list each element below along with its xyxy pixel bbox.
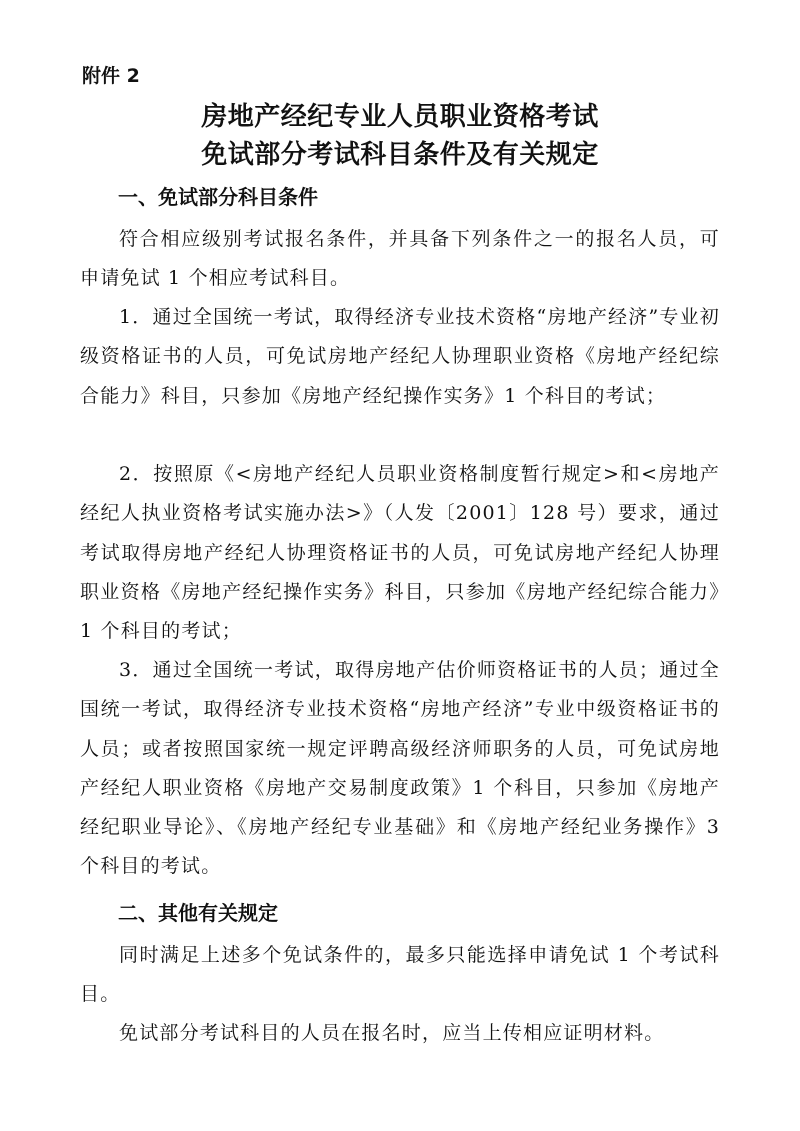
condition-item-1: 1．通过全国统一考试，取得经济专业技术资格“房地产经济”专业初级资格证书的人员，可免试房地产经纪人协理职业资格《房地产经纪综合能力》科目，只参加《房地产经纪操作实务》1 个科目的考试； — [80, 306, 720, 407]
document-title-line1: 房地产经纪专业人员职业资格考试 — [201, 102, 599, 132]
rule-paragraph-2: 免试部分考试科目的人员在报名时，应当上传相应证明材料。 — [119, 1022, 665, 1044]
section1-intro: 符合相应级别考试报名条件，并具备下列条件之一的报名人员，可申请免试 1 个相应考试科目。 — [80, 228, 720, 290]
document-title-line2: 免试部分考试科目条件及有关规定 — [201, 140, 599, 170]
rule-paragraph-1: 同时满足上述多个免试条件的，最多只能选择申请免试 1 个考试科目。 — [80, 944, 720, 1006]
condition-item-3: 3．通过全国统一考试，取得房地产估价师资格证书的人员；通过全国统一考试，取得经济专业技术资格“房地产经济”专业中级资格证书的人员；或者按照国家统一规定评聘高级经济师职务的人员，可免试房地产经纪人职业资格《房地产交易制度政策》1 个科目，只参加《房地产经纪职业导论》、《房地产经纪专业基础》和《房地产经纪业务操作》3 个科目的考试。 — [80, 659, 720, 878]
attachment-label: 附件 2 — [82, 65, 140, 87]
section1-heading: 一、免试部分科目条件 — [118, 185, 318, 209]
section2-heading: 二、其他有关规定 — [118, 901, 278, 925]
condition-item-2: 2．按照原《<房地产经纪人员职业资格制度暂行规定>和<房地产经纪人执业资格考试实施办法>》（人发〔2001〕128 号）要求，通过考试取得房地产经纪人协理资格证书的人员，可免试房地产经纪人协理职业资格《房地产经纪操作实务》科目，只参加《房地产经纪综合能力》1 个科目的考试； — [80, 463, 720, 643]
